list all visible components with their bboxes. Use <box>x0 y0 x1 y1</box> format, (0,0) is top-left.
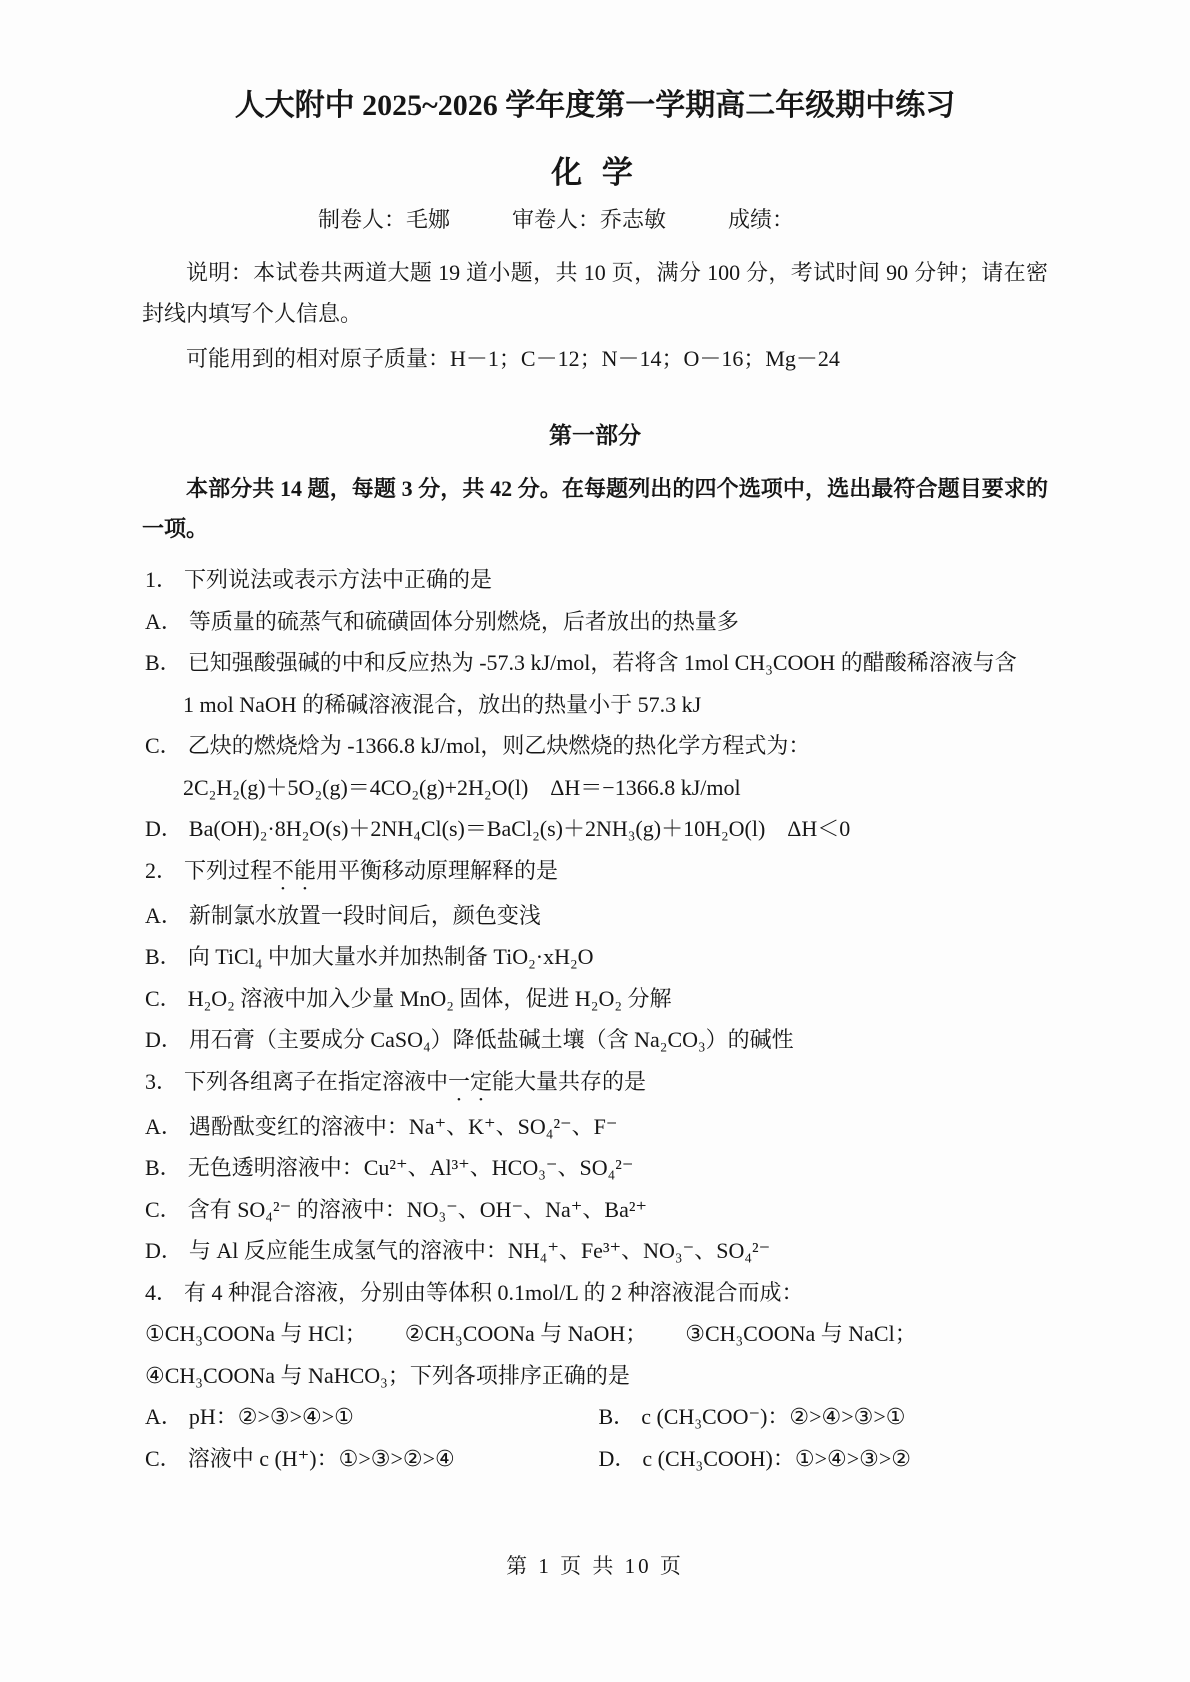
question-2-text-emphasis: 不能 <box>272 857 317 883</box>
question-4-option-c <box>145 1438 599 1480</box>
question-2-number: 2． <box>145 857 179 883</box>
question-3-text-post: 能大量共存的是 <box>492 1068 647 1094</box>
question-1-option-b-cont <box>145 684 1052 726</box>
subject-title: 化 学 <box>551 155 639 190</box>
question-2-option-a <box>145 895 1052 937</box>
reviewer-label: 审卷人：乔志敏 <box>512 207 667 232</box>
question-4-options-row-2 <box>145 1438 1052 1480</box>
question-4-stem <box>145 1272 1052 1314</box>
option-label-d: D． <box>145 1238 183 1263</box>
exam-meta <box>0 206 1190 234</box>
option-label-b: B． <box>145 944 182 969</box>
option-label-b: B． <box>598 1404 636 1429</box>
mixture-3: ③CH₃COONa 与 NaCl； <box>685 1321 917 1346</box>
option-text: 与 Al 反应能生成氢气的溶液中：NH₄⁺、Fe³⁺、NO₃⁻、SO₄²⁻ <box>188 1238 771 1263</box>
option-label-d: D． <box>598 1445 637 1471</box>
question-4-options-row-1 <box>145 1396 1052 1438</box>
option-text: 等质量的硫蒸气和硫磺固体分别燃烧，后者放出的热量多 <box>188 608 739 634</box>
exam-instructions: 说明：本试卷共两道大题 19 道小题，共 10 页，满分 100 分，考试时间 90 分钟；请在密封线内填写个人信息。 <box>142 260 1048 326</box>
question-3-number: 3． <box>145 1068 179 1094</box>
question-1-option-b <box>145 642 1052 684</box>
question-1-option-a <box>145 601 1052 643</box>
option-label-b: B． <box>145 650 182 675</box>
option-label-b: B． <box>145 1155 182 1180</box>
question-3-text-emphasis: 一定 <box>448 1068 493 1094</box>
atomic-masses: 可能用到的相对原子质量：H－1；C－12；N－14；O－16；Mg－24 <box>186 346 840 371</box>
question-4-mixtures-row-1 <box>145 1313 1052 1355</box>
option-text: c (CH₃COO⁻)：②>④>③>① <box>641 1404 906 1429</box>
score-label: 成绩： <box>728 207 795 232</box>
question-1-option-d <box>145 808 1052 850</box>
question-4-option-d <box>599 1438 1053 1480</box>
question-3-option-c <box>145 1189 1052 1231</box>
part1-intro: 本部分共 14 题，每题 3 分，共 42 分。在每题列出的四个选项中，选出最符合题目要求的一项。 <box>142 476 1048 541</box>
question-4-number: 4． <box>145 1279 179 1305</box>
option-text: 无色透明溶液中：Cu²⁺、Al³⁺、HCO₃⁻、SO₄²⁻ <box>187 1155 634 1180</box>
option-label-d: D． <box>145 816 183 841</box>
question-2-text-post: 用平衡移动原理解释的是 <box>316 857 559 883</box>
option-label-a: A． <box>145 902 183 928</box>
option-label-d: D． <box>145 1027 183 1052</box>
option-text: 1 mol NaOH 的稀碱溶液混合，放出的热量小于 57.3 kJ <box>183 691 702 717</box>
option-label-c: C． <box>145 733 182 758</box>
option-text: 乙炔的燃烧焓为 -1366.8 kJ/mol，则乙炔燃烧的热化学方程式为： <box>187 733 811 758</box>
page-title: 人大附中 2025~2026 学年度第一学期高二年级期中练习 <box>234 89 956 122</box>
maker-label: 制卷人：毛娜 <box>318 207 451 232</box>
question-3-option-a <box>145 1106 1052 1148</box>
option-label-a: A． <box>145 1113 183 1139</box>
question-2-option-d <box>145 1019 1052 1061</box>
question-2-option-c <box>145 978 1052 1020</box>
option-label-c: C． <box>145 1445 182 1471</box>
question-2-option-b <box>145 936 1052 978</box>
question-2-text-pre: 下列过程 <box>184 857 273 883</box>
question-1-stem <box>145 559 1052 601</box>
question-1-option-c <box>145 725 1052 767</box>
question-1-number: 1． <box>145 567 179 592</box>
option-text: 溶液中 c (H⁺)：①>③>②>④ <box>187 1445 455 1471</box>
question-3-option-b <box>145 1147 1052 1189</box>
page-footer: 第 1 页 共 10 页 <box>506 1554 684 1578</box>
question-4-option-a <box>145 1396 599 1438</box>
option-text: 向 TiCl₄ 中加大量水并加热制备 TiO₂·xH₂O <box>187 944 594 969</box>
mixture-4: ④CH₃COONa 与 NaHCO₃；下列各项排序正确的是 <box>145 1362 630 1388</box>
question-4-mixtures-row-2 <box>145 1355 1052 1397</box>
option-text: 含有 SO₄²⁻ 的溶液中：NO₃⁻、OH⁻、Na⁺、Ba²⁺ <box>187 1196 648 1222</box>
option-text: pH：②>③>④>① <box>188 1404 354 1429</box>
mixture-1: ①CH₃COONa 与 HCl； <box>145 1321 367 1346</box>
question-2-stem <box>145 850 1052 895</box>
option-text: Ba(OH)₂·8H₂O(s)＋2NH₄Cl(s)＝BaCl₂(s)＋2NH₃(g)＋10H₂O(l) ΔH＜0 <box>188 816 851 841</box>
option-label-c: C． <box>145 1196 182 1222</box>
thermochemical-equation: 2C₂H₂(g)＋5O₂(g)＝4CO₂(g)+2H₂O(l) ΔH＝−1366.8 kJ/mol <box>183 774 741 800</box>
mixture-2: ②CH₃COONa 与 NaOH； <box>404 1321 648 1346</box>
option-text: c (CH₃COOH)：①>④>③>② <box>642 1445 911 1471</box>
question-1-text: 下列说法或表示方法中正确的是 <box>184 567 493 592</box>
question-3-option-d <box>145 1230 1052 1272</box>
option-text: 新制氯水放置一段时间后，颜色变浅 <box>188 902 541 928</box>
option-text: 用石膏（主要成分 CaSO₄）降低盐碱土壤（含 Na₂CO₃）的碱性 <box>188 1027 794 1052</box>
option-label-a: A． <box>145 608 183 634</box>
option-label-a: A． <box>145 1404 183 1429</box>
option-text: 已知强酸强碱的中和反应热为 -57.3 kJ/mol，若将含 1mol CH₃COOH 的醋酸稀溶液与含 <box>187 650 1017 675</box>
option-text: H₂O₂ 溶液中加入少量 MnO₂ 固体，促进 H₂O₂ 分解 <box>187 985 672 1011</box>
option-label-c: C． <box>145 985 182 1011</box>
part1-heading: 第一部分 <box>549 423 641 448</box>
question-3-text-pre: 下列各组离子在指定溶液中 <box>184 1068 449 1094</box>
question-1-option-c-equation <box>145 767 1052 809</box>
question-3-stem <box>145 1061 1052 1106</box>
question-4-text: 有 4 种混合溶液，分别由等体积 0.1mol/L 的 2 种溶液混合而成： <box>184 1279 804 1305</box>
question-list <box>145 559 1052 1479</box>
option-text: 遇酚酞变红的溶液中：Na⁺、K⁺、SO₄²⁻、F⁻ <box>188 1113 618 1139</box>
question-4-option-b <box>599 1396 1053 1438</box>
